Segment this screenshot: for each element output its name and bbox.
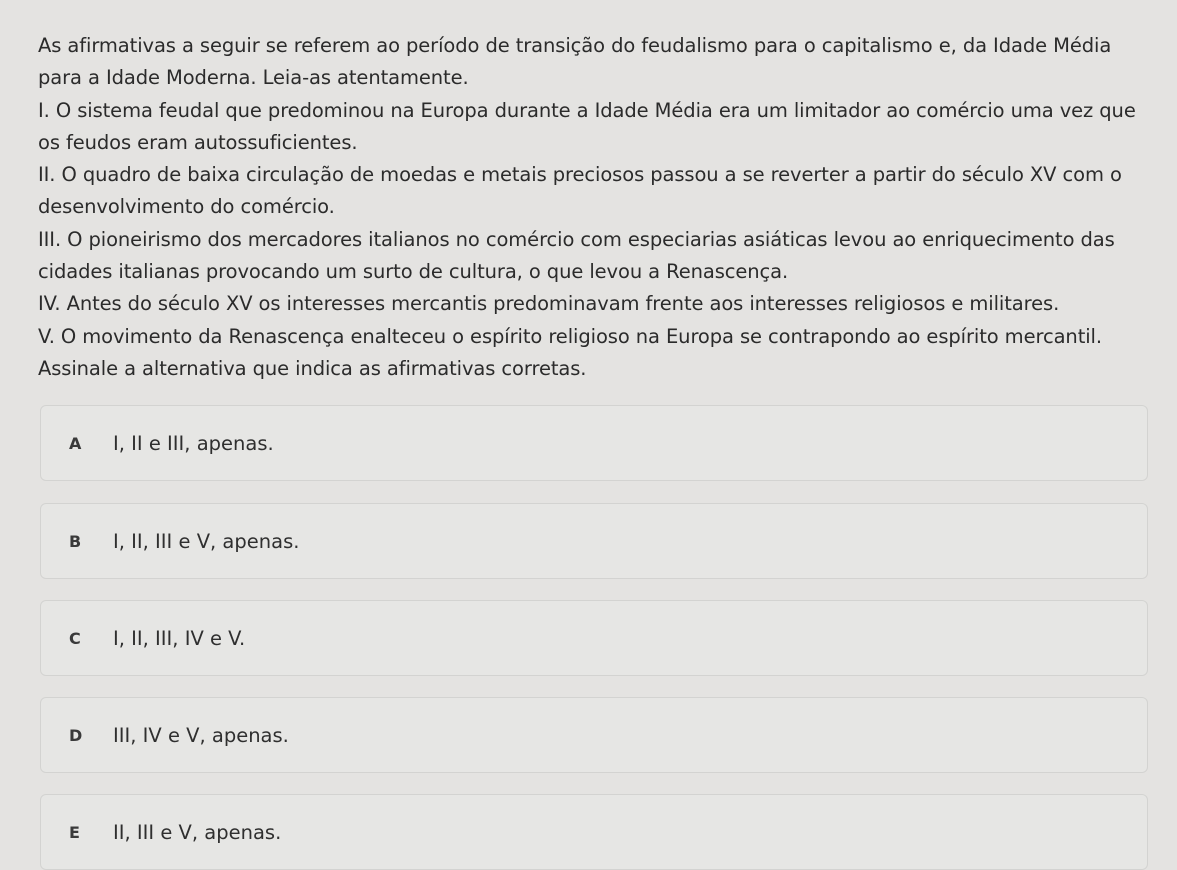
option-letter: E [69,822,80,842]
option-c[interactable] [40,600,1148,676]
statement-v: V. O movimento da Renascença enalteceu o espírito religioso na Europa se contrapondo ao espírito mercantil. [38,324,1102,348]
statement-ii: II. O quadro de baixa circulação de moedas e metais preciosos passou a se reverter a partir do século XV com o desenvolvimento do comércio. [38,163,1122,219]
option-text: I, II, III e V, apenas. [113,529,300,553]
option-letter: A [69,433,82,453]
statement-i: I. O sistema feudal que predominou na Europa durante a Idade Média era um limitador ao comércio uma vez que os feudos eram autossuficientes. [38,98,1136,154]
option-a[interactable] [40,405,1148,481]
option-text: II, III e V, apenas. [113,820,282,844]
option-letter: C [69,628,81,648]
question-intro: As afirmativas a seguir se referem ao período de transição do feudalismo para o capitalismo e, da Idade Média para a Idade Moderna. Leia-as atentamente. [38,34,1112,90]
option-b[interactable] [40,503,1148,579]
option-letter: B [69,531,82,551]
question-text [38,30,1148,385]
option-text: I, II e III, apenas. [113,431,274,455]
option-text: I, II, III, IV e V. [113,626,246,650]
question-instruction: Assinale a alternativa que indica as afirmativas corretas. [38,356,587,380]
option-e[interactable] [40,794,1148,870]
option-text: III, IV e V, apenas. [113,723,289,747]
option-letter: D [69,725,83,745]
statement-iv: IV. Antes do século XV os interesses mercantis predominavam frente aos interesses religiosos e militares. [38,292,1060,316]
option-d[interactable] [40,697,1148,773]
statement-iii: III. O pioneirismo dos mercadores italianos no comércio com especiarias asiáticas levou ao enriquecimento das cidades italianas provocando um surto de cultura, o que levou a Renascença. [38,227,1115,284]
